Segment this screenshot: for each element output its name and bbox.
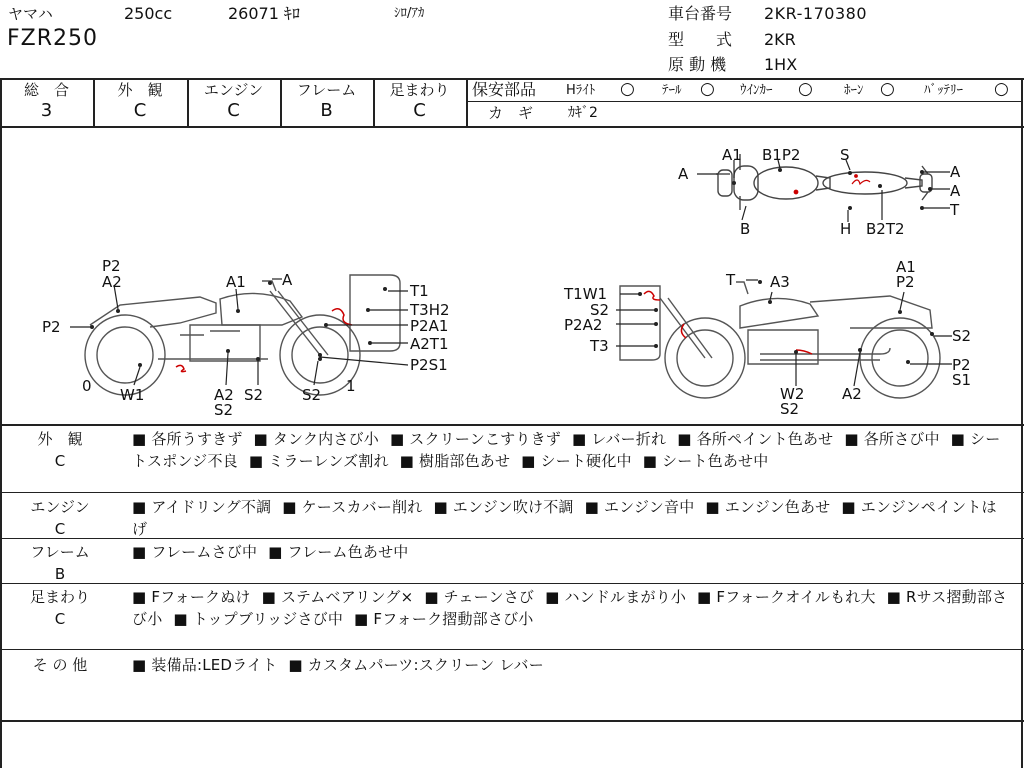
bike-right-view bbox=[560, 258, 990, 420]
safety-item-battery: ﾊﾞｯﾃﾘｰ bbox=[924, 83, 963, 98]
safety-mark-horn: ○ bbox=[880, 79, 895, 99]
damage-code: H bbox=[840, 220, 852, 238]
engine-value: 1HX bbox=[764, 55, 798, 74]
grade-row bbox=[0, 78, 1024, 126]
color: ｼﾛ/ｱｶ bbox=[394, 6, 425, 21]
grade-value-engine: C bbox=[227, 100, 240, 121]
remark-text-suspension: ■ Fフォークぬけ ■ ステムベアリング× ■ チェーンさび ■ ハンドルまがり小 ■ Fフォークオイルもれ大 ■ Rサス摺動部さび小 ■ トップブリッジさび中 ■ Fフォーク摺動部さび小 bbox=[132, 586, 1010, 630]
model-name: FZR250 bbox=[7, 26, 99, 51]
damage-code: P2A1 bbox=[410, 317, 449, 335]
damage-code: 0 bbox=[82, 377, 92, 395]
damage-code: A2 bbox=[214, 386, 234, 404]
displacement: 250cc bbox=[124, 4, 173, 23]
frame-no-label: 車台番号 bbox=[668, 4, 733, 23]
grade-value-exterior: C bbox=[133, 100, 147, 121]
damage-code: A3 bbox=[770, 273, 790, 291]
divider bbox=[466, 101, 1022, 102]
bike-top-view bbox=[660, 140, 990, 240]
damage-code: S2 bbox=[590, 301, 610, 319]
divider bbox=[1021, 126, 1023, 768]
damage-code: S2 bbox=[302, 386, 322, 404]
safety-label: 保安部品 bbox=[472, 80, 537, 99]
safety-mark-winker: ○ bbox=[798, 79, 813, 99]
divider bbox=[0, 583, 1024, 584]
engine-label: 原 動 機 bbox=[668, 55, 727, 74]
divider bbox=[0, 538, 1024, 539]
damage-code: B1P2 bbox=[762, 146, 801, 164]
damage-code: A2 bbox=[102, 273, 122, 291]
sheet-header bbox=[0, 0, 1024, 78]
key-value: ｶｷﾞ2 bbox=[568, 105, 598, 121]
damage-code: P2 bbox=[952, 356, 971, 374]
bike-left-view bbox=[30, 255, 470, 420]
frame-no: 2KR-170380 bbox=[764, 4, 867, 23]
damage-code: P2 bbox=[42, 318, 61, 336]
divider bbox=[0, 126, 2, 768]
damage-code: P2 bbox=[102, 257, 121, 275]
divider bbox=[0, 649, 1024, 650]
remark-text-engine: ■ アイドリング不調 ■ ケースカバー削れ ■ エンジン吹け不調 ■ エンジン音中 ■ エンジン色あせ ■ エンジンペイントはげ bbox=[132, 496, 1010, 540]
damage-code: T1W1 bbox=[564, 285, 608, 303]
damage-code: A bbox=[282, 271, 293, 289]
remark-category-engine: エンジン C bbox=[30, 498, 90, 538]
damage-code: A bbox=[950, 163, 961, 181]
damage-code: B bbox=[740, 220, 751, 238]
divider bbox=[0, 492, 1024, 493]
remark-text-exterior: ■ 各所うすきず ■ タンク内さび小 ■ スクリーンこすりきず ■ レバー折れ ■ 各所ペイント色あせ ■ 各所さび中 ■ シートスポンジ不良 ■ ミラーレンズ割れ ■ 樹脂部色あせ ■ シート硬化中 ■ シート色あせ中 bbox=[132, 428, 1010, 472]
damage-code: S bbox=[840, 146, 850, 164]
damage-code: S2 bbox=[780, 400, 800, 418]
divider bbox=[0, 424, 1024, 426]
divider bbox=[466, 78, 468, 126]
damage-code: 1 bbox=[346, 377, 356, 395]
damage-code: T bbox=[950, 201, 960, 219]
damage-code: A bbox=[678, 165, 689, 183]
safety-item-tail: ﾃｰﾙ bbox=[662, 83, 682, 98]
remark-text-other: ■ 装備品:LEDライト ■ カスタムパーツ:スクリーン レバー bbox=[132, 654, 1010, 676]
damage-code: A2 bbox=[842, 385, 862, 403]
damage-code: T bbox=[726, 271, 736, 289]
grade-value-frame: B bbox=[320, 100, 333, 121]
damage-code: W2 bbox=[780, 385, 805, 403]
grade-label-frame: フレーム bbox=[296, 81, 357, 99]
damage-code: B2T2 bbox=[866, 220, 905, 238]
remark-category-exterior: 外 観 C bbox=[37, 430, 83, 470]
safety-mark-tail: ○ bbox=[700, 79, 715, 99]
damage-code: A1 bbox=[722, 146, 742, 164]
key-label: カ ギ bbox=[488, 104, 534, 122]
remark-category-other: そ の 他 bbox=[32, 656, 88, 674]
damage-code: S2 bbox=[214, 401, 234, 419]
type-value: 2KR bbox=[764, 30, 796, 49]
damage-code: S1 bbox=[952, 371, 972, 389]
remark-text-frame: ■ フレームさび中 ■ フレーム色あせ中 bbox=[132, 541, 1010, 563]
damage-code: A2T1 bbox=[410, 335, 449, 353]
damage-code: S2 bbox=[952, 327, 972, 345]
divider bbox=[0, 720, 1024, 722]
divider bbox=[1021, 78, 1023, 126]
damage-code: T3 bbox=[590, 337, 609, 355]
damage-code: T3H2 bbox=[410, 301, 450, 319]
damage-code: T1 bbox=[410, 282, 429, 300]
damage-code: W1 bbox=[120, 386, 145, 404]
safety-mark-headlight: ○ bbox=[620, 79, 635, 99]
damage-code: P2 bbox=[896, 273, 915, 291]
grade-label-exterior: 外 観 bbox=[117, 81, 163, 99]
safety-item-horn: ﾎｰﾝ bbox=[844, 83, 864, 98]
damage-code: S2 bbox=[244, 386, 264, 404]
safety-item-headlight: Hﾗｲﾄ bbox=[566, 83, 596, 98]
remark-category-suspension: 足まわり C bbox=[29, 588, 90, 628]
grade-label-suspension: 足まわり bbox=[389, 81, 450, 99]
damage-code: A1 bbox=[896, 258, 916, 276]
damage-code: P2A2 bbox=[564, 316, 603, 334]
remark-category-frame: フレーム B bbox=[30, 543, 90, 583]
damage-code: A1 bbox=[226, 273, 246, 291]
type-label: 型 式 bbox=[668, 30, 733, 49]
grade-value-suspension: C bbox=[413, 100, 426, 121]
grade-value-overall: 3 bbox=[40, 100, 53, 121]
damage-code: P2S1 bbox=[410, 356, 448, 374]
damage-code: A bbox=[950, 182, 961, 200]
mileage: 26071 ｷﾛ bbox=[228, 4, 300, 23]
safety-item-winker: ｳｲﾝｶｰ bbox=[740, 83, 773, 98]
grade-label-overall: 総 合 bbox=[23, 81, 69, 99]
safety-mark-battery: ○ bbox=[994, 79, 1009, 99]
divider bbox=[0, 126, 1024, 128]
grade-label-engine: エンジン bbox=[203, 81, 264, 99]
maker: ヤマハ bbox=[8, 5, 53, 23]
